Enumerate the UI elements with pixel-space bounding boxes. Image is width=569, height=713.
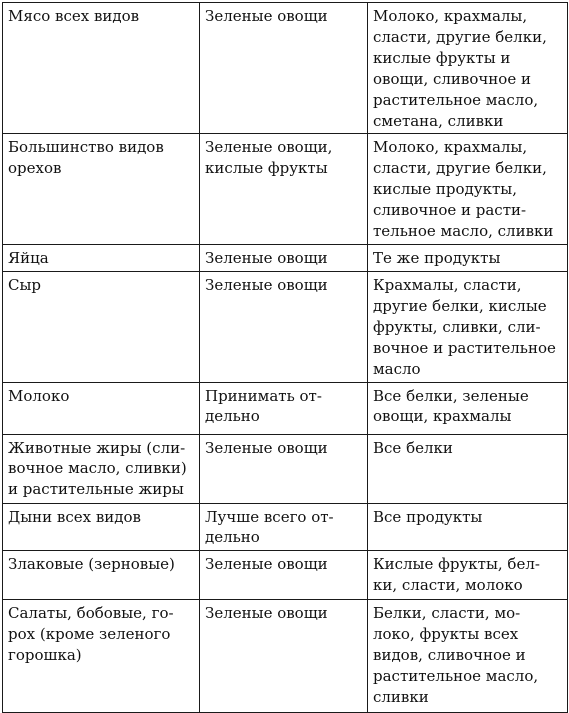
cell-line: Дыни всех видов (8, 507, 142, 526)
cell-line: сласти, другие белки, (373, 27, 547, 46)
compatible-cell (200, 503, 368, 551)
incompatible-cell (368, 3, 568, 134)
compatible-cell-text (205, 6, 363, 27)
product-cell (3, 271, 200, 382)
cell-line: Большинство видов (8, 138, 164, 157)
cell-line: кислые фрукты и (373, 48, 511, 67)
cell-line: Животные жиры (сли- (8, 438, 186, 457)
cell-line: фрукты, сливки, сли- (373, 317, 541, 336)
incompatible-cell-text (373, 438, 563, 459)
incompatible-cell-text (373, 275, 563, 380)
compatible-cell-text (205, 438, 363, 459)
cell-line: сливки (373, 687, 429, 706)
cell-line: сметана, сливки (373, 111, 504, 130)
table-row (3, 551, 568, 600)
cell-line: вочное и растительное (373, 338, 556, 357)
cell-line: Молоко (8, 386, 70, 405)
cell-line: вочное масло, сливки) (8, 459, 187, 478)
compatible-cell-text (205, 386, 363, 428)
cell-line: Злаковые (зерновые) (8, 555, 175, 574)
table-row (3, 3, 568, 134)
compatible-cell-text (205, 507, 363, 549)
cell-line: ки, сласти, молоко (373, 576, 523, 595)
table-row (3, 134, 568, 245)
compatible-cell (200, 3, 368, 134)
cell-line: овощи, крахмалы (373, 407, 512, 426)
cell-line: Молоко, крахмалы, (373, 7, 528, 25)
cell-line: Яйца (8, 248, 49, 267)
incompatible-cell-text (373, 603, 563, 708)
product-cell (3, 503, 200, 551)
cell-line: и растительные жиры (8, 480, 184, 499)
compatible-cell-text (205, 137, 363, 179)
cell-line: Салаты, бобовые, го- (8, 604, 174, 623)
incompatible-cell (368, 382, 568, 434)
product-cell-text (8, 603, 195, 666)
table-row (3, 244, 568, 271)
product-cell-text (8, 248, 195, 269)
cell-line: локо, фрукты всех (373, 625, 519, 644)
cell-line: Все белки (373, 438, 453, 457)
cell-line: Крахмалы, сласти, (373, 275, 522, 294)
incompatible-cell-text (373, 248, 563, 269)
cell-line: Зеленые овощи (205, 248, 328, 267)
compatible-cell (200, 244, 368, 271)
cell-line: Сыр (8, 275, 42, 294)
cell-line: Те же продукты (373, 248, 501, 267)
incompatible-cell-text (373, 507, 563, 528)
cell-line: Зеленые овощи (205, 604, 328, 623)
compatible-cell-text (205, 275, 363, 296)
product-cell (3, 134, 200, 245)
food-combination-table (2, 2, 568, 713)
cell-line: Зеленые овощи (205, 275, 328, 294)
compatible-cell-text (205, 603, 363, 624)
product-cell-text (8, 554, 195, 575)
table-row (3, 600, 568, 713)
cell-line: Зеленые овощи, (205, 138, 333, 157)
product-cell-text (8, 137, 195, 179)
cell-line: дельно (205, 407, 260, 426)
product-cell-text (8, 438, 195, 501)
compatible-cell (200, 600, 368, 713)
compatible-cell (200, 434, 368, 503)
cell-line: овощи, сливочное и (373, 69, 531, 88)
cell-line: Принимать от- (205, 386, 322, 405)
cell-line: Молоко, крахмалы, (373, 138, 528, 157)
cell-line: орехов (8, 159, 62, 178)
table-row (3, 271, 568, 382)
incompatible-cell-text (373, 6, 563, 131)
product-cell-text (8, 507, 195, 528)
cell-line: рох (кроме зеленого (8, 625, 171, 644)
cell-line: горошка) (8, 646, 82, 665)
product-cell (3, 244, 200, 271)
cell-line: тельное масло, сливки (373, 222, 554, 241)
product-cell (3, 382, 200, 434)
table-row (3, 503, 568, 551)
incompatible-cell-text (373, 554, 563, 596)
incompatible-cell (368, 271, 568, 382)
product-cell-text (8, 275, 195, 296)
table-body (3, 3, 568, 713)
incompatible-cell (368, 503, 568, 551)
cell-line: Мясо всех видов (8, 7, 140, 25)
cell-line: другие белки, кислые (373, 296, 547, 315)
cell-line: Белки, сласти, мо- (373, 604, 521, 623)
incompatible-cell (368, 434, 568, 503)
product-cell (3, 600, 200, 713)
cell-line: растительное масло, (373, 90, 539, 109)
cell-line: кислые продукты, (373, 180, 517, 199)
incompatible-cell-text (373, 386, 563, 428)
incompatible-cell (368, 551, 568, 600)
table-row (3, 434, 568, 503)
cell-line: кислые фрукты (205, 159, 328, 178)
product-cell (3, 434, 200, 503)
product-cell (3, 551, 200, 600)
incompatible-cell-text (373, 137, 563, 242)
incompatible-cell (368, 244, 568, 271)
compatible-cell (200, 382, 368, 434)
cell-line: Зеленые овощи (205, 555, 328, 574)
compatible-cell-text (205, 248, 363, 269)
cell-line: масло (373, 359, 421, 378)
cell-line: Зеленые овощи (205, 7, 328, 25)
cell-line: видов, сливочное и (373, 646, 526, 665)
product-cell-text (8, 6, 195, 27)
cell-line: растительное масло, (373, 667, 539, 686)
cell-line: дельно (205, 528, 260, 547)
cell-line: Зеленые овощи (205, 438, 328, 457)
compatible-cell (200, 271, 368, 382)
product-cell (3, 3, 200, 134)
compatible-cell (200, 134, 368, 245)
cell-line: Все белки, зеленые (373, 386, 529, 405)
cell-line: Лучше всего от- (205, 507, 334, 526)
incompatible-cell (368, 600, 568, 713)
cell-line: Кислые фрукты, бел- (373, 555, 540, 574)
product-cell-text (8, 386, 195, 407)
compatible-cell (200, 551, 368, 600)
compatible-cell-text (205, 554, 363, 575)
cell-line: Все продукты (373, 507, 483, 526)
table-row (3, 382, 568, 434)
incompatible-cell (368, 134, 568, 245)
cell-line: сласти, другие белки, (373, 159, 547, 178)
cell-line: сливочное и расти- (373, 201, 527, 220)
